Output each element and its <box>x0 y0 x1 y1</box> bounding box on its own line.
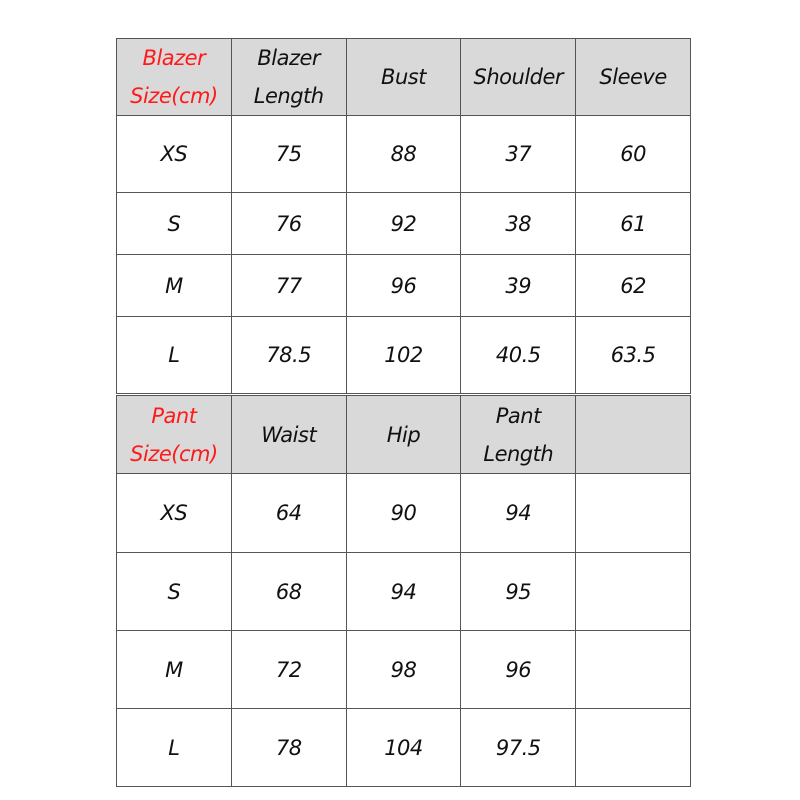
measurement-cell: 39 <box>461 255 576 317</box>
pant-header-cell <box>346 396 461 474</box>
blazer-header-cell <box>231 39 346 116</box>
table-row <box>117 631 691 709</box>
measurement-cell: 96 <box>461 631 576 709</box>
header-text-line: Blazer <box>257 46 321 70</box>
header-text-line: Sleeve <box>599 65 667 89</box>
header-text-line: Pant <box>151 403 197 428</box>
size-label-cell: S <box>117 193 232 255</box>
measurement-cell <box>576 631 691 709</box>
size-label-cell: M <box>117 255 232 317</box>
measurement-cell: 61 <box>576 193 691 255</box>
measurement-cell: 62 <box>576 255 691 317</box>
measurement-cell: 95 <box>461 553 576 631</box>
blazer-header-row <box>117 39 691 116</box>
measurement-cell: 75 <box>231 116 346 193</box>
header-text-line: Size(cm) <box>130 84 218 108</box>
pant-header-cell <box>576 396 691 474</box>
size-label-cell: L <box>117 317 232 394</box>
blazer-size-table <box>116 38 691 394</box>
size-label-cell: XS <box>117 116 232 193</box>
blazer-header-cell <box>346 39 461 116</box>
size-label-cell: S <box>117 553 232 631</box>
blazer-header-cell <box>461 39 576 116</box>
blazer-header-cell <box>117 39 232 116</box>
header-text-line: Shoulder <box>473 65 564 89</box>
measurement-cell: 76 <box>231 193 346 255</box>
measurement-cell: 78 <box>231 709 346 787</box>
measurement-cell: 37 <box>461 116 576 193</box>
measurement-cell: 88 <box>346 116 461 193</box>
measurement-cell <box>576 474 691 553</box>
measurement-cell: 94 <box>346 553 461 631</box>
measurement-cell: 96 <box>346 255 461 317</box>
measurement-cell <box>576 709 691 787</box>
table-row <box>117 193 691 255</box>
measurement-cell: 94 <box>461 474 576 553</box>
header-text-line: Length <box>483 441 554 466</box>
header-text-line: Length <box>253 84 324 108</box>
pant-header-row <box>117 396 691 474</box>
size-label-cell: M <box>117 631 232 709</box>
measurement-cell: 90 <box>346 474 461 553</box>
measurement-cell: 78.5 <box>231 317 346 394</box>
pant-size-table <box>116 395 691 787</box>
measurement-cell: 60 <box>576 116 691 193</box>
measurement-cell: 72 <box>231 631 346 709</box>
pant-header-cell <box>461 396 576 474</box>
measurement-cell: 77 <box>231 255 346 317</box>
pant-header-cell <box>117 396 232 474</box>
size-label-cell: L <box>117 709 232 787</box>
header-text-line: Hip <box>386 422 421 447</box>
measurement-cell: 102 <box>346 317 461 394</box>
measurement-cell: 38 <box>461 193 576 255</box>
table-row <box>117 255 691 317</box>
table-row <box>117 709 691 787</box>
size-label-cell: XS <box>117 474 232 553</box>
measurement-cell: 40.5 <box>461 317 576 394</box>
pant-header-cell <box>231 396 346 474</box>
table-row <box>117 553 691 631</box>
header-text-line: Waist <box>261 422 317 447</box>
measurement-cell: 63.5 <box>576 317 691 394</box>
measurement-cell: 64 <box>231 474 346 553</box>
header-text-line: Size(cm) <box>130 441 218 466</box>
table-row <box>117 474 691 553</box>
measurement-cell <box>576 553 691 631</box>
table-row <box>117 116 691 193</box>
blazer-header-cell <box>576 39 691 116</box>
measurement-cell: 97.5 <box>461 709 576 787</box>
header-text-line: Bust <box>381 65 426 89</box>
header-text-line: Pant <box>495 403 541 428</box>
table-row <box>117 317 691 394</box>
header-text-line: Blazer <box>142 46 206 70</box>
measurement-cell: 92 <box>346 193 461 255</box>
measurement-cell: 98 <box>346 631 461 709</box>
measurement-cell: 104 <box>346 709 461 787</box>
measurement-cell: 68 <box>231 553 346 631</box>
